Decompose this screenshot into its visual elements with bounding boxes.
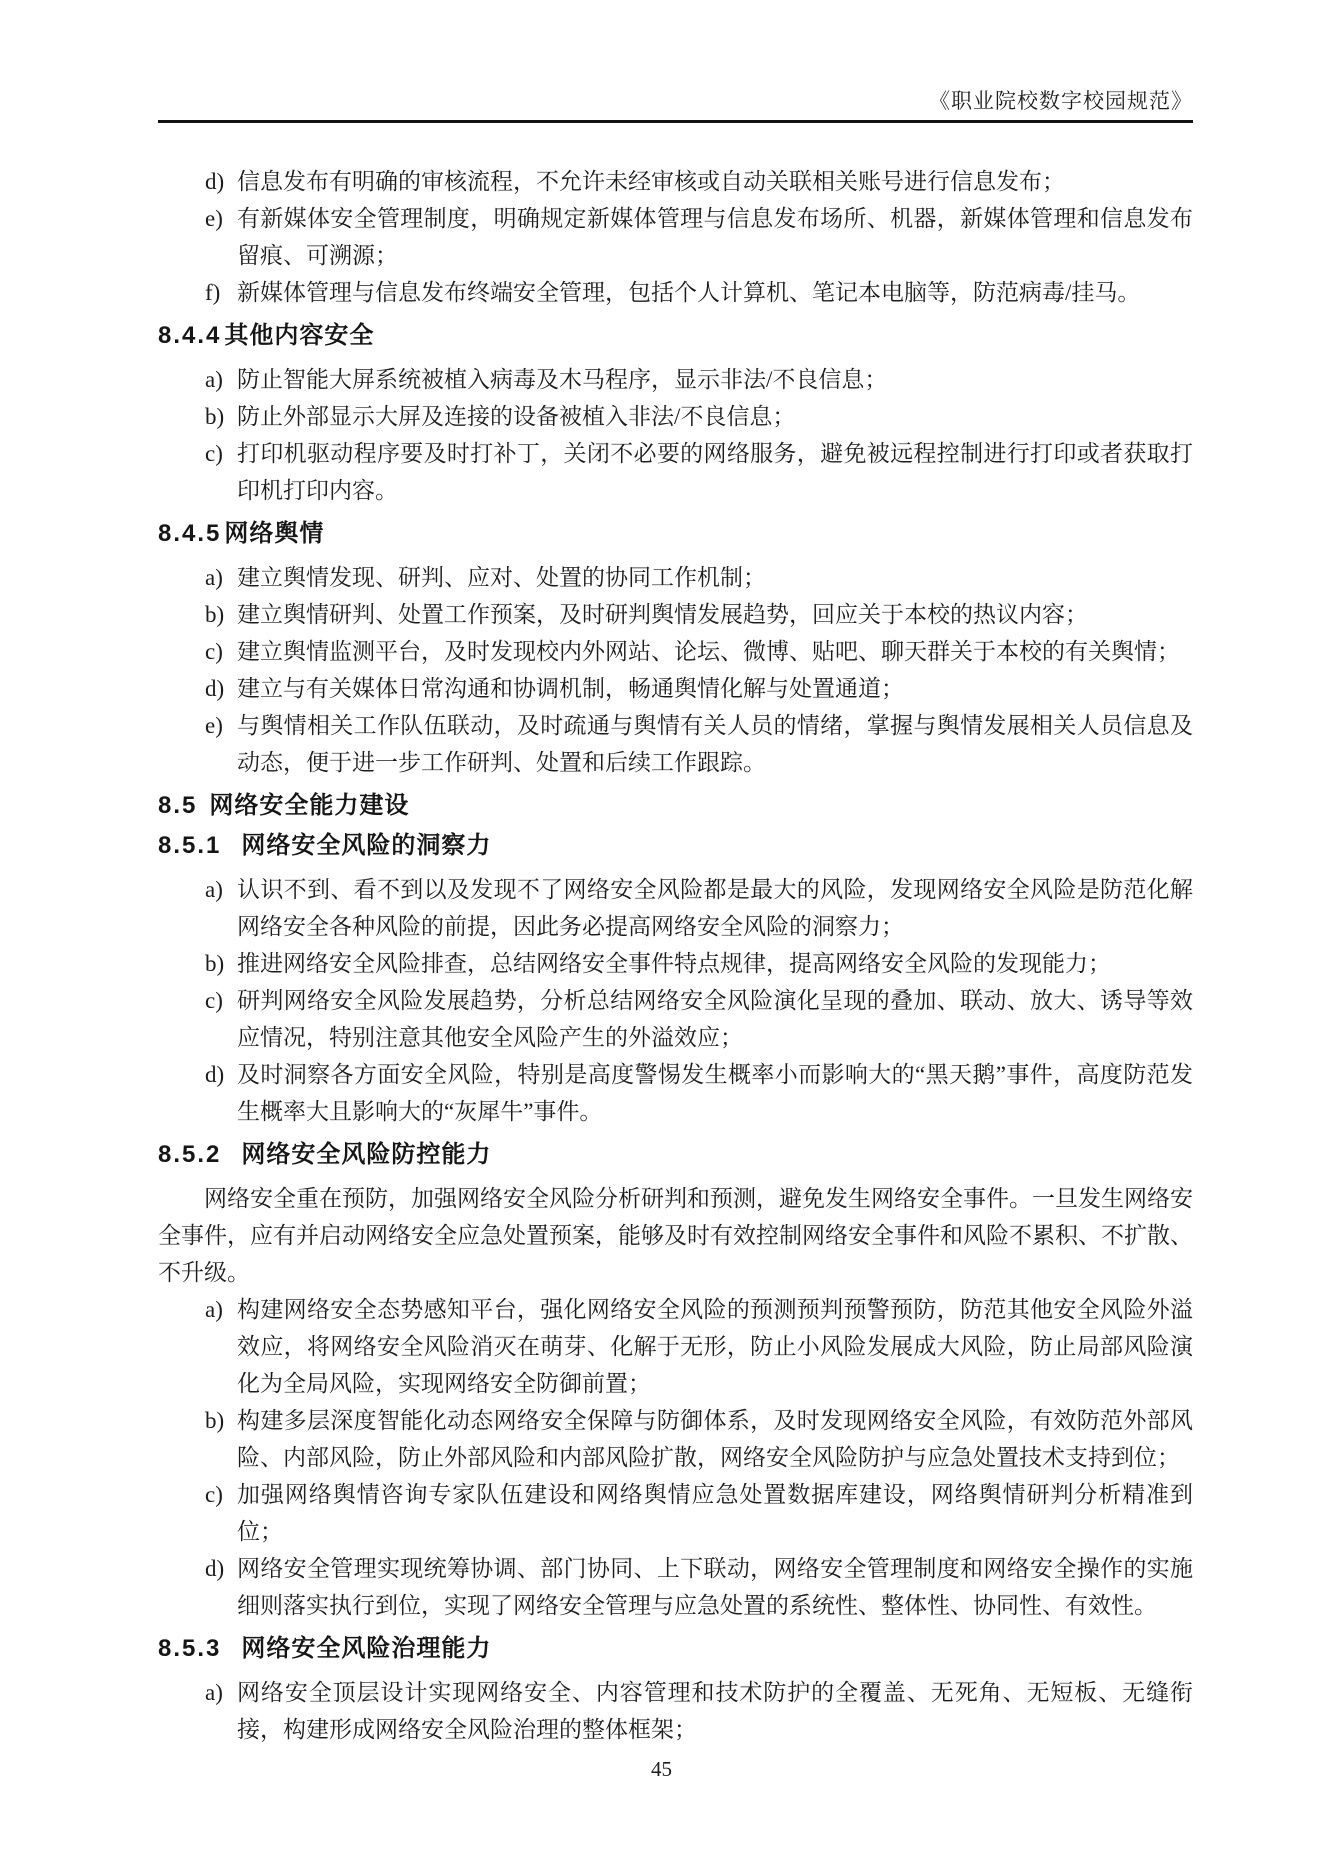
list-item (205, 1056, 1193, 1130)
list-item-label: b) (205, 404, 225, 429)
list-item-text: 建立舆情研判、处置工作预案，及时研判舆情发展趋势，回应关于本校的热议内容； (237, 602, 1088, 627)
section-heading-8-5 (158, 791, 1193, 821)
section-number: 8.5 (158, 792, 198, 819)
list-item (205, 945, 1193, 982)
list-8-4-4 (158, 361, 1193, 509)
section-heading-8-5-2 (158, 1140, 1193, 1170)
list-item-label: b) (205, 1408, 225, 1433)
paragraph-8-5-2: 网络安全重在预防，加强网络安全风险分析研判和预测，避免发生网络安全事件。一旦发生网络安全事件，应有并启动网络安全应急处置预案，能够及时有效控制网络安全事件和风险不累积、不扩散、不升级。 (158, 1186, 1193, 1285)
section-title: 网络安全能力建设 (209, 792, 410, 819)
section-heading-8-5-3 (158, 1634, 1193, 1664)
list-intro (158, 163, 1193, 311)
list-item (205, 596, 1193, 633)
list-item (205, 871, 1193, 945)
list-item (205, 707, 1193, 781)
list-item-text: 研判网络安全风险发展趋势，分析总结网络安全风险演化呈现的叠加、联动、放大、诱导等效应情况，特别注意其他安全风险产生的外溢效应； (237, 988, 1193, 1050)
list-item (205, 559, 1193, 596)
list-item-text: 加强网络舆情咨询专家队伍建设和网络舆情应急处置数据库建设，网络舆情研判分析精准到位； (237, 1482, 1193, 1544)
list-item-label: c) (205, 1482, 223, 1507)
list-item-text: 推进网络安全风险排查，总结网络安全事件特点规律，提高网络安全风险的发现能力； (237, 951, 1111, 976)
list-item-text: 构建网络安全态势感知平台，强化网络安全风险的预测预判预警预防，防范其他安全风险外溢效应，将网络安全风险消灭在萌芽、化解于无形，防止小风险发展成大风险，防止局部风险演化为全局风险，实现网络安全防御前置； (237, 1297, 1193, 1396)
list-item-text: 信息发布有明确的审核流程，不允许未经审核或自动关联相关账号进行信息发布； (237, 169, 1065, 194)
list-item-text: 建立舆情发现、研判、应对、处置的协同工作机制； (237, 565, 766, 590)
section-title: 网络舆情 (224, 520, 325, 547)
list-item (205, 982, 1193, 1056)
list-item (205, 274, 1193, 311)
list-item-text: 建立与有关媒体日常沟通和协调机制，畅通舆情化解与处置通道； (237, 676, 904, 701)
list-item-text: 防止智能大屏系统被植入病毒及木马程序，显示非法/不良信息； (237, 367, 888, 392)
list-item-label: d) (205, 1556, 225, 1581)
list-item-text: 建立舆情监测平台，及时发现校内外网站、论坛、微博、贴吧、聊天群关于本校的有关舆情； (237, 639, 1180, 664)
list-item (205, 1476, 1193, 1550)
section-number: 8.5.1 (158, 832, 222, 859)
list-item-label: a) (205, 367, 223, 392)
page-footer (0, 1756, 1323, 1782)
list-item (205, 1674, 1193, 1748)
list-item-label: a) (205, 1297, 223, 1322)
list-item (205, 200, 1193, 274)
list-item-label: a) (205, 1680, 223, 1705)
list-item-text: 认识不到、看不到以及发现不了网络安全风险都是最大的风险，发现网络安全风险是防范化解网络安全各种风险的前提，因此务必提高网络安全风险的洞察力； (237, 877, 1193, 939)
list-item-text: 有新媒体安全管理制度，明确规定新媒体管理与信息发布场所、机器，新媒体管理和信息发布留痕、可溯源； (237, 206, 1193, 268)
list-item (205, 163, 1193, 200)
list-item-text: 防止外部显示大屏及连接的设备被植入非法/不良信息； (237, 404, 796, 429)
list-item-label: d) (205, 1062, 225, 1087)
list-item-label: d) (205, 676, 225, 701)
list-item (205, 435, 1193, 509)
list-item (205, 1402, 1193, 1476)
section-title: 网络安全风险治理能力 (241, 1635, 492, 1662)
section-heading-8-4-4 (158, 321, 1193, 351)
list-item-label: d) (205, 169, 225, 194)
list-item-label: a) (205, 565, 223, 590)
section-heading-8-4-5 (158, 519, 1193, 549)
list-item-text: 构建多层深度智能化动态网络安全保障与防御体系，及时发现网络安全风险，有效防范外部风险、内部风险，防止外部风险和内部风险扩散，网络安全风险防护与应急处置技术支持到位； (237, 1408, 1193, 1470)
list-item-text: 网络安全管理实现统筹协调、部门协同、上下联动，网络安全管理制度和网络安全操作的实施细则落实执行到位，实现了网络安全管理与应急处置的系统性、整体性、协同性、有效性。 (237, 1556, 1193, 1618)
list-item (205, 670, 1193, 707)
section-number: 8.5.3 (158, 1635, 222, 1662)
page-header (158, 0, 1193, 123)
list-item-label: b) (205, 951, 225, 976)
page-number: 45 (651, 1757, 672, 1781)
section-title: 网络安全风险防控能力 (241, 1141, 492, 1168)
list-item-label: c) (205, 441, 223, 466)
list-8-5-2 (158, 1291, 1193, 1624)
list-item (205, 1550, 1193, 1624)
section-title: 网络安全风险的洞察力 (241, 832, 492, 859)
list-item (205, 1291, 1193, 1402)
list-item-text: 与舆情相关工作队伍联动，及时疏通与舆情有关人员的情绪，掌握与舆情发展相关人员信息及动态，便于进一步工作研判、处置和后续工作跟踪。 (237, 713, 1193, 775)
section-number: 8.4.4 (158, 322, 222, 349)
list-item-label: c) (205, 639, 223, 664)
list-8-4-5 (158, 559, 1193, 781)
list-item-label: e) (205, 713, 223, 738)
section-heading-8-5-1 (158, 831, 1193, 861)
section-title: 其他内容安全 (224, 322, 375, 349)
document-title: 《职业院校数字校园规范》 (929, 89, 1193, 113)
page-body (158, 123, 1193, 1748)
list-item-label: e) (205, 206, 223, 231)
list-item (205, 633, 1193, 670)
list-item-text: 及时洞察各方面安全风险，特别是高度警惕发生概率小而影响大的“黑天鹅”事件，高度防范发生概率大且影响大的“灰犀牛”事件。 (237, 1062, 1193, 1124)
list-item-text: 网络安全顶层设计实现网络安全、内容管理和技术防护的全覆盖、无死角、无短板、无缝衔接，构建形成网络安全风险治理的整体框架； (237, 1680, 1193, 1742)
list-item (205, 361, 1193, 398)
list-8-5-1 (158, 871, 1193, 1130)
list-item (205, 398, 1193, 435)
section-number: 8.4.5 (158, 520, 222, 547)
list-item-label: f) (205, 280, 221, 305)
section-number: 8.5.2 (158, 1141, 222, 1168)
list-8-5-3 (158, 1674, 1193, 1748)
list-item-text: 新媒体管理与信息发布终端安全管理，包括个人计算机、笔记本电脑等，防范病毒/挂马。 (237, 280, 1141, 305)
list-item-label: b) (205, 602, 225, 627)
list-item-text: 打印机驱动程序要及时打补丁，关闭不必要的网络服务，避免被远程控制进行打印或者获取打印机打印内容。 (237, 441, 1193, 503)
list-item-label: a) (205, 877, 223, 902)
list-item-label: c) (205, 988, 223, 1013)
